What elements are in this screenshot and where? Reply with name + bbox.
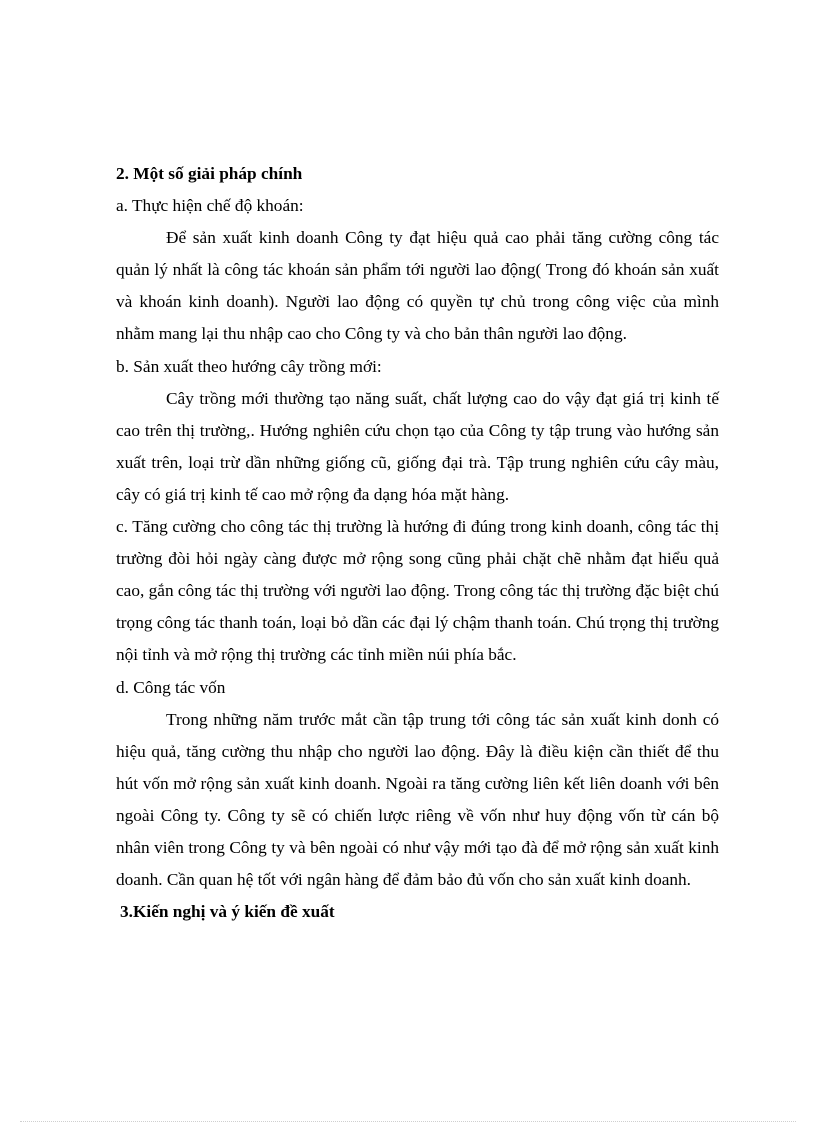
document-page — [116, 158, 719, 928]
page-bottom-divider — [20, 1121, 796, 1122]
item-d-paragraph: Trong những năm trước mắt cần tập trung tới công tác sản xuất kinh donh có hiệu quả, tăng cường thu nhập cho người lao động. Đây là điều kiện cần thiết để thu hút vốn mở rộng sản xuất kinh doanh. Ngoài ra tăng cường liên kết liên doanh với bên ngoài Công ty. Công ty sẽ có chiến lược riêng về vốn như huy động vốn từ cán bộ nhân viên trong Công ty và bên ngoài có như vậy mới tạo đà để mở rộng sản xuất kinh doanh. Cần quan hệ tốt với ngân hàng để đảm bảo đủ vốn cho sản xuất kinh doanh. — [116, 709, 719, 890]
section-3-title: 3.Kiến nghị và ý kiến đề xuất — [120, 902, 335, 922]
item-a-paragraph: Để sản xuất kinh doanh Công ty đạt hiệu quả cao phải tăng cường công tác quản lý nhất là công tác khoán sản phẩm tới người lao động( Trong đó khoán sản xuất và khoán kinh doanh). Người lao động có quyền tự chủ trong công việc của mình nhằm mang lại thu nhập cao cho Công ty và cho bản thân người lao động. — [116, 228, 719, 344]
item-a-heading: a. Thực hiện chế độ khoán: — [116, 196, 304, 216]
item-b-paragraph: Cây trồng mới thường tạo năng suất, chất lượng cao do vậy đạt giá trị kinh tế cao trên thị trường,. Hướng nghiên cứu chọn tạo của Công ty tập trung vào hướng sản xuất trên, loại trừ dần những giống cũ, giống đại trà. Tập trung nghiên cứu cây màu, cây có giá trị kinh tế cao mở rộng đa dạng hóa mặt hàng. — [116, 388, 719, 504]
item-d-heading: d. Công tác vốn — [116, 677, 226, 697]
item-b-heading: b. Sản xuất theo hướng cây trồng mới: — [116, 356, 382, 376]
item-c-paragraph: c. Tăng cường cho công tác thị trường là hướng đi đúng trong kinh doanh, công tác thị trường đòi hỏi ngày càng được mở rộng song cũng phải chặt chẽ nhằm đạt hiểu quả cao, gắn công tác thị trường với người lao động. Trong công tác thị trường đặc biệt chú trọng công tác thanh toán, loại bỏ dần các đại lý chậm thanh toán. Chú trọng thị trường nội tỉnh và mở rộng thị trường các tỉnh miền núi phía bắc. — [116, 517, 719, 665]
section-2-title: 2. Một số giải pháp chính — [116, 164, 303, 183]
